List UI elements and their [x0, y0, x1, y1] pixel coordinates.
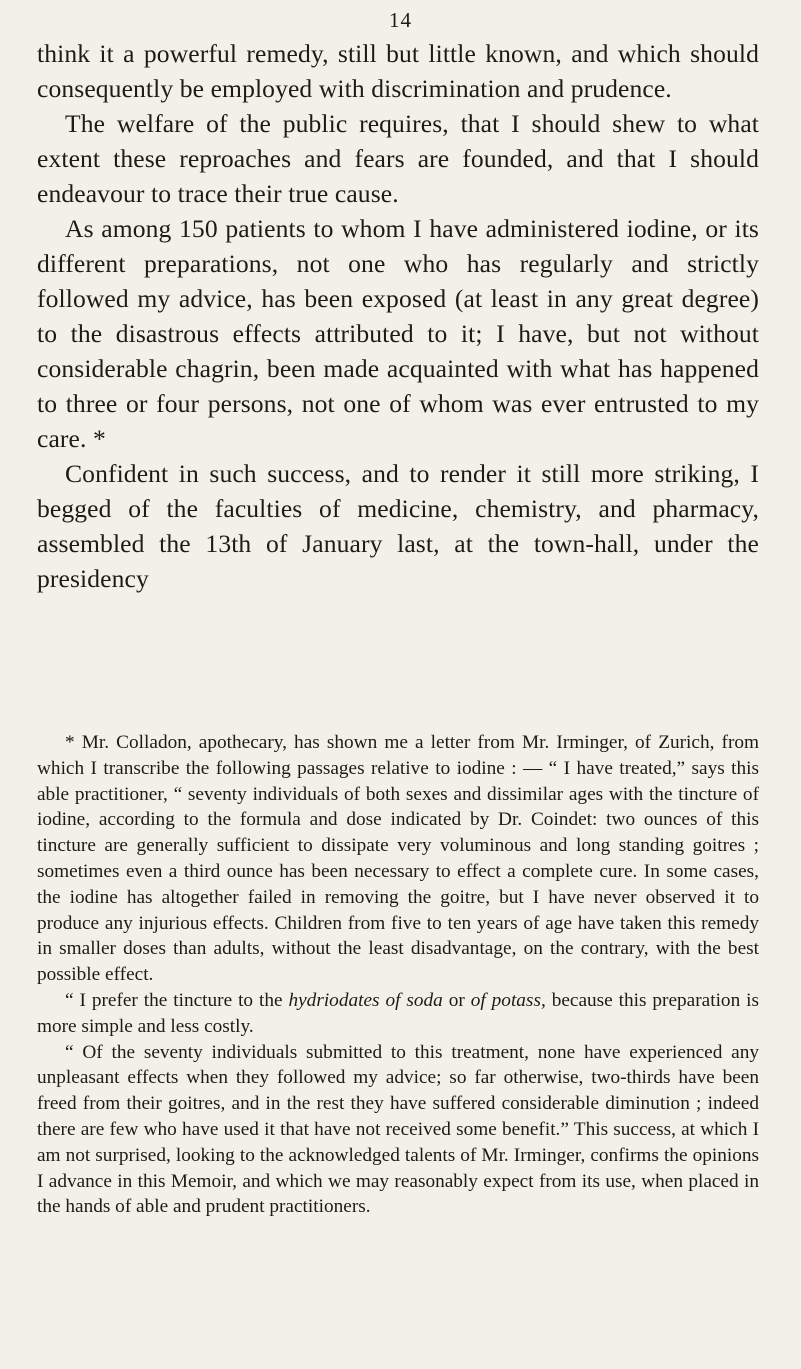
main-text: [37, 36, 759, 596]
footnote-paragraph-3: “ Of the seventy individuals submitted to this treatment, none have experienced any unpleasant effects when they followed my advice; so far otherwise, two-thirds have been freed from their goitres, and in the rest they have suffered considerable diminution ; indeed there are few who have used it that have not received some benefit.” This success, at which I am not surprised, looking to the acknowledged talents of Mr. Irminger, confirms the opinions I advance in this Memoir, and which we may reasonably expect from its use, when placed in the hands of able and prudent practitioners.: [37, 1041, 759, 1218]
footnote-paragraph-2: [37, 988, 759, 1040]
paragraph-patients: As among 150 patients to whom I have administered iodine, or its different preparations, not one who has regularly and strictly followed my advice, has been exposed (at least in any great degree) to the disastrous effects attributed to it; I have, but not without considerable chagrin, been made acquainted with what has happened to three or four persons, not one of whom was ever entrusted to my care. *: [37, 214, 759, 453]
footnote: [37, 730, 759, 1220]
footnote-text: “ I prefer the tincture to the: [65, 989, 289, 1011]
footnote-emphasis: of potass,: [470, 989, 546, 1011]
paragraph-continuation: think it a powerful remedy, still but little known, and which should consequently be employed with discrimination and prudence.: [37, 39, 759, 103]
footnote-text: or: [442, 989, 471, 1011]
paragraph-welfare: The welfare of the public requires, that I should shew to what extent these reproaches and fears are founded, and that I should endeavour to trace their true cause.: [37, 109, 759, 208]
footnote-text: because this preparation is more simple and less costly.: [37, 989, 759, 1037]
page-number: 14: [389, 8, 412, 32]
footnote-emphasis: hydriodates of soda: [288, 989, 443, 1011]
footnote-paragraph-1: * Mr. Colladon, apothecary, has shown me a letter from Mr. Irminger, of Zurich, from which I transcribe the following passages relative to iodine : — “ I have treated,” says this able practitioner, “ seventy individuals of both sexes and dissimilar ages with the tincture of iodine, according to the formula and dose indicated by Dr. Coindet: two ounces of this tincture are generally sufficient to dissipate very voluminous and long standing goitres ; sometimes even a third ounce has been necessary to effect a complete cure. In some cases, the iodine has altogether failed in removing the goitre, but I have never observed it to produce any injurious effects. Children from five to ten years of age have taken this remedy in smaller doses than adults, without the least disadvantage, on the contrary, with the best possible effect.: [37, 732, 759, 986]
paragraph-confident: Confident in such success, and to render it still more striking, I begged of the faculties of medicine, chemistry, and pharmacy, assembled the 13th of January last, at the town-hall, under the presidency: [37, 459, 759, 593]
